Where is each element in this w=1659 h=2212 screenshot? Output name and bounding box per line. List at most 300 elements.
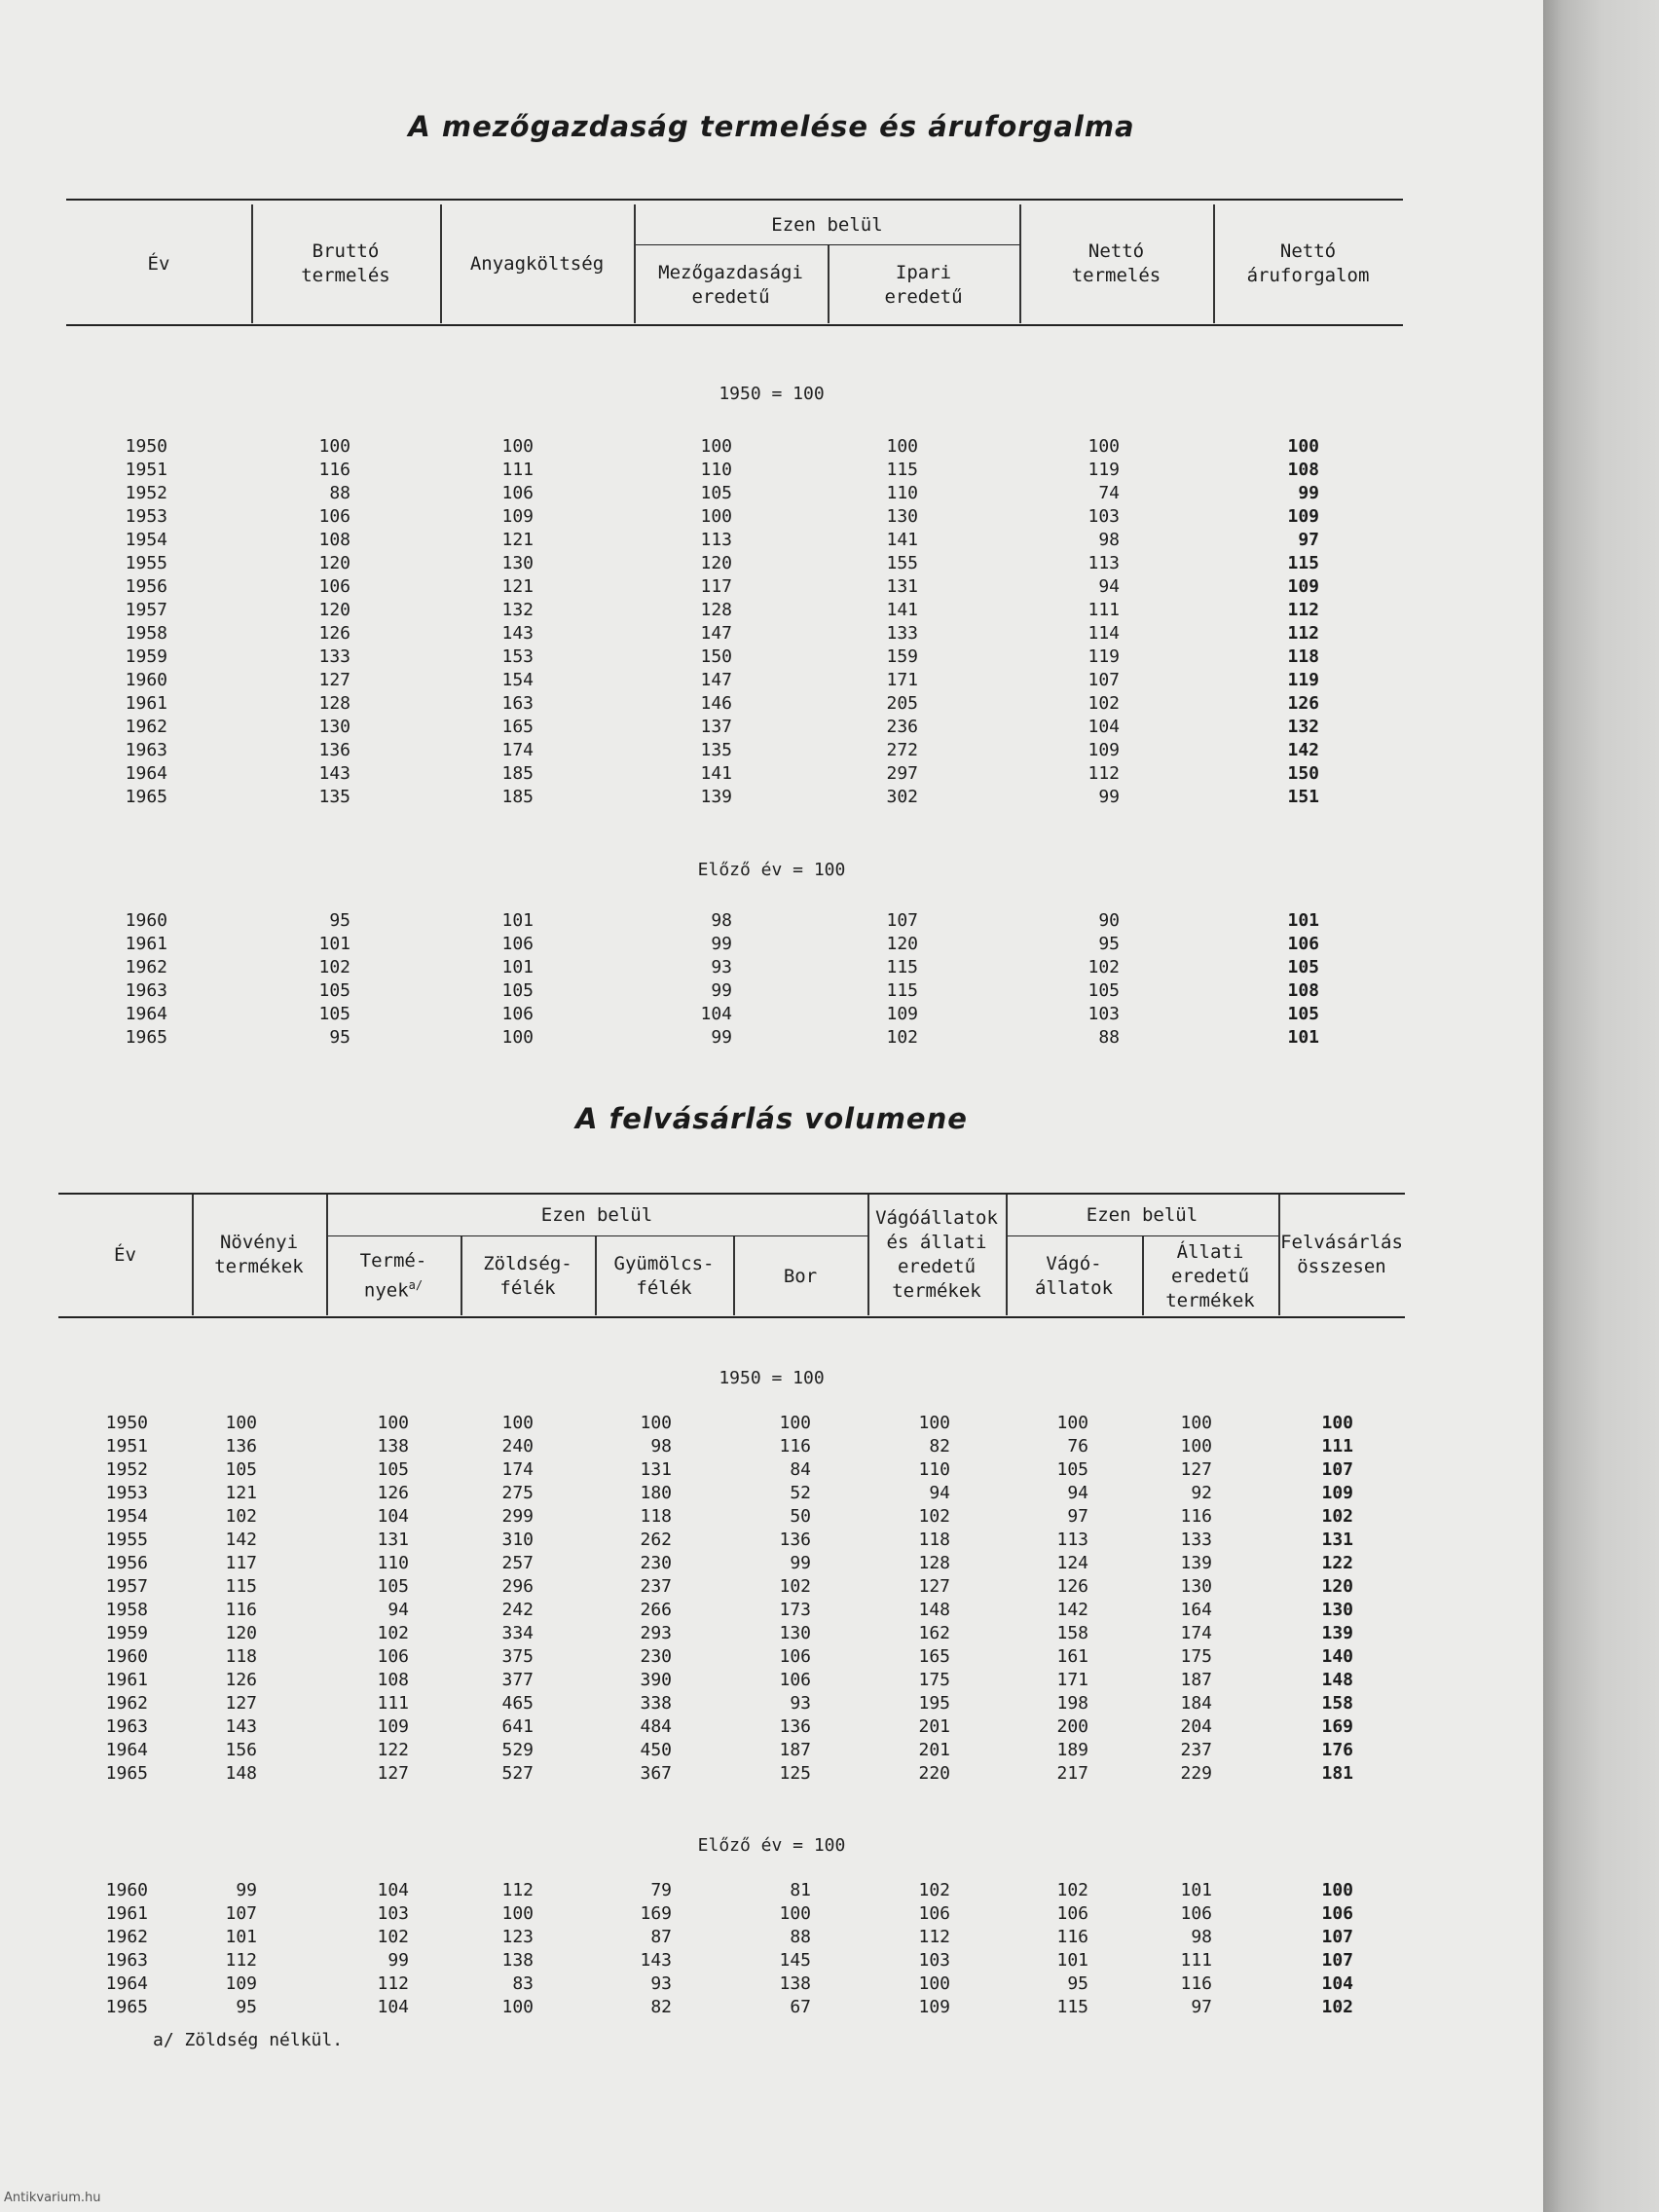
table-cell: 147 [700,670,732,690]
table-cell: 165 [918,1646,950,1667]
table-cell: 103 [1088,1004,1120,1024]
table-cell: 159 [886,646,918,667]
table2-header-termenyek: Termé- nyek$^{a/}$ [359,1250,427,1302]
table1-header-anyag: Anyagköltség [469,252,605,275]
table-cell: 242 [501,1600,534,1620]
table-cell: 204 [1180,1716,1212,1737]
table-cell: 103 [377,1903,409,1924]
year-cell: 1957 [125,600,167,620]
table-cell: 124 [1056,1553,1088,1573]
year-cell: 1962 [125,717,167,737]
table-cell: 310 [501,1530,534,1550]
table1-header-mezo: Mezőgazdasági eredetű [658,261,803,308]
table-cell: 118 [640,1506,672,1527]
table-cell: 107 [886,910,918,931]
table-cell: 87 [650,1927,672,1947]
page-edge-shadow [1543,0,1659,2212]
table-cell: 109 [225,1973,257,1994]
table-cell: 109 [377,1716,409,1737]
year-cell: 1955 [125,553,167,573]
table-cell: 100 [1180,1436,1212,1456]
table-cell: 297 [886,763,918,784]
table-cell: 174 [501,740,534,760]
table-cell: 104 [377,1506,409,1527]
table-cell: 100 [377,1413,409,1433]
table-cell: 112 [918,1927,950,1947]
watermark: Antikvarium.hu [4,2191,101,2205]
table-cell: 109 [1321,1483,1353,1503]
year-cell: 1956 [105,1553,148,1573]
table-cell: 141 [700,763,732,784]
table-cell: 135 [700,740,732,760]
table-cell: 104 [1088,717,1120,737]
year-cell: 1965 [125,787,167,807]
table-cell: 109 [501,506,534,527]
table2-section-label-1950: 1950 = 100 [719,1368,825,1388]
table-cell: 104 [377,1997,409,2017]
year-cell: 1955 [105,1530,148,1550]
table-cell: 236 [886,717,918,737]
table-cell: 93 [790,1693,811,1714]
table-cell: 105 [377,1459,409,1480]
table-cell: 100 [501,1903,534,1924]
table-cell: 121 [225,1483,257,1503]
table-cell: 95 [236,1997,257,2017]
table1-bottom-rule [66,324,1403,326]
table-cell: 101 [225,1927,257,1947]
table-cell: 484 [640,1716,672,1737]
table-cell: 100 [1321,1880,1353,1900]
table-cell: 102 [1088,693,1120,714]
table-cell: 142 [1287,740,1319,760]
table-cell: 131 [886,576,918,597]
table-cell: 130 [886,506,918,527]
table-cell: 115 [1287,553,1319,573]
table-cell: 103 [918,1950,950,1971]
table-cell: 115 [886,957,918,977]
table-cell: 142 [225,1530,257,1550]
table-cell: 136 [779,1716,811,1737]
table-cell: 122 [377,1740,409,1760]
table-cell: 184 [1180,1693,1212,1714]
year-cell: 1952 [105,1459,148,1480]
table-cell: 120 [886,934,918,954]
table-cell: 257 [501,1553,534,1573]
table1-title: A mezőgazdaság termelése és áruforgalma [408,110,1135,143]
table-cell: 169 [1321,1716,1353,1737]
table-cell: 100 [1056,1413,1088,1433]
table-cell: 128 [918,1553,950,1573]
table-cell: 181 [1321,1763,1353,1784]
table-cell: 90 [1098,910,1120,931]
table-cell: 334 [501,1623,534,1643]
table-cell: 106 [779,1670,811,1690]
year-cell: 1953 [105,1483,148,1503]
year-cell: 1960 [105,1646,148,1667]
table-cell: 105 [377,1576,409,1597]
table-cell: 100 [225,1413,257,1433]
table-cell: 106 [377,1646,409,1667]
year-cell: 1957 [105,1576,148,1597]
table-cell: 74 [1098,483,1120,503]
table-cell: 338 [640,1693,672,1714]
table-cell: 102 [1321,1997,1353,2017]
table-cell: 130 [501,553,534,573]
table-cell: 171 [886,670,918,690]
table-cell: 139 [1180,1553,1212,1573]
table-cell: 84 [790,1459,811,1480]
table-cell: 99 [711,980,732,1001]
table-cell: 92 [1191,1483,1212,1503]
table-cell: 95 [1098,934,1120,954]
table-cell: 132 [1287,717,1319,737]
table-cell: 107 [1321,1950,1353,1971]
year-cell: 1960 [125,910,167,931]
year-cell: 1956 [125,576,167,597]
table-cell: 139 [700,787,732,807]
table-cell: 101 [1180,1880,1212,1900]
table-cell: 153 [501,646,534,667]
table-cell: 98 [1098,530,1120,550]
table-cell: 110 [700,460,732,480]
table-cell: 187 [779,1740,811,1760]
table-cell: 93 [711,957,732,977]
year-cell: 1951 [125,460,167,480]
table-cell: 106 [1287,934,1319,954]
table-cell: 100 [779,1413,811,1433]
table-cell: 99 [711,1027,732,1048]
year-cell: 1954 [125,530,167,550]
table-cell: 52 [790,1483,811,1503]
table-cell: 158 [1321,1693,1353,1714]
table-cell: 107 [1088,670,1120,690]
table-cell: 143 [318,763,350,784]
table-cell: 123 [501,1927,534,1947]
table-cell: 125 [779,1763,811,1784]
table-cell: 83 [512,1973,534,1994]
table2-footnote: a/ Zöldség nélkül. [153,2030,344,2050]
table-cell: 101 [1287,910,1319,931]
table1-header-netto-termeles: Nettó termelés [1071,240,1161,286]
table-cell: 100 [501,436,534,457]
table-cell: 114 [1088,623,1120,644]
table-cell: 121 [501,530,534,550]
table2-header-felvasarlas: Felvásárlás összesen [1280,1232,1403,1277]
table-cell: 122 [1321,1553,1353,1573]
table-cell: 95 [329,1027,350,1048]
table-cell: 100 [318,436,350,457]
table-cell: 120 [318,600,350,620]
table-cell: 105 [1056,1459,1088,1480]
table-cell: 109 [918,1997,950,2017]
table-cell: 100 [1287,436,1319,457]
year-cell: 1965 [125,1027,167,1048]
table1-section-label-elozo: Előző év = 100 [697,860,846,880]
table-cell: 101 [501,957,534,977]
table2-header-vagoallatok-all: Vágóállatok és állati eredetű termékek [875,1207,998,1302]
table-cell: 105 [1088,980,1120,1001]
table1-header-ezen-belul: Ezen belül [771,213,883,236]
table2-header-ev: Év [114,1243,136,1266]
table-cell: 230 [640,1553,672,1573]
table-cell: 111 [501,460,534,480]
table-cell: 94 [1098,576,1120,597]
table-cell: 106 [1180,1903,1212,1924]
table-cell: 229 [1180,1763,1212,1784]
table-cell: 82 [929,1436,950,1456]
year-cell: 1962 [105,1693,148,1714]
table-cell: 185 [501,787,534,807]
table-cell: 141 [886,600,918,620]
table-cell: 102 [1088,957,1120,977]
year-cell: 1961 [125,693,167,714]
table-cell: 150 [700,646,732,667]
table-cell: 133 [886,623,918,644]
table-cell: 120 [225,1623,257,1643]
table-cell: 100 [918,1413,950,1433]
year-cell: 1954 [105,1506,148,1527]
table1-header-netto-aruforgalom: Nettó áruforgalom [1246,240,1370,286]
table2-mid-rule-a [326,1235,867,1236]
table-cell: 132 [501,600,534,620]
table-cell: 81 [790,1880,811,1900]
table-cell: 641 [501,1716,534,1737]
table-cell: 293 [640,1623,672,1643]
table-cell: 130 [1180,1576,1212,1597]
table-cell: 99 [387,1950,409,1971]
table-cell: 113 [700,530,732,550]
table-cell: 189 [1056,1740,1088,1760]
table-cell: 104 [1321,1973,1353,1994]
table-cell: 175 [918,1670,950,1690]
table-cell: 100 [918,1973,950,1994]
table-cell: 102 [225,1506,257,1527]
year-cell: 1960 [125,670,167,690]
table-cell: 169 [640,1903,672,1924]
table-cell: 98 [1191,1927,1212,1947]
table-cell: 108 [1287,460,1319,480]
table-cell: 266 [640,1600,672,1620]
year-cell: 1964 [105,1973,148,1994]
table-cell: 100 [501,1413,534,1433]
table-cell: 111 [377,1693,409,1714]
table-cell: 105 [1287,1004,1319,1024]
table-cell: 99 [711,934,732,954]
table-cell: 111 [1088,600,1120,620]
table-cell: 100 [779,1903,811,1924]
table-cell: 275 [501,1483,534,1503]
table-cell: 115 [886,980,918,1001]
table-cell: 143 [501,623,534,644]
table2-title: A felvásárlás volumene [575,1102,968,1135]
table2-header-zoldseg: Zöldség- félék [483,1253,572,1299]
table-cell: 113 [1056,1530,1088,1550]
year-cell: 1964 [125,1004,167,1024]
table-cell: 88 [790,1927,811,1947]
table-cell: 136 [779,1530,811,1550]
table-cell: 127 [918,1576,950,1597]
table-cell: 79 [650,1880,672,1900]
table-cell: 88 [1098,1027,1120,1048]
year-cell: 1958 [125,623,167,644]
table-cell: 110 [886,483,918,503]
year-cell: 1963 [125,980,167,1001]
table-cell: 102 [918,1880,950,1900]
table-cell: 156 [225,1740,257,1760]
table-cell: 99 [236,1880,257,1900]
year-cell: 1959 [125,646,167,667]
table-cell: 529 [501,1740,534,1760]
table-cell: 104 [377,1880,409,1900]
year-cell: 1962 [125,957,167,977]
table-cell: 450 [640,1740,672,1760]
table-cell: 102 [377,1623,409,1643]
table-cell: 120 [1321,1576,1353,1597]
table-cell: 142 [1056,1600,1088,1620]
table-cell: 117 [225,1553,257,1573]
table1-header-ev: Év [147,252,170,275]
table-cell: 230 [640,1646,672,1667]
table-cell: 95 [329,910,350,931]
table-cell: 116 [225,1600,257,1620]
table-cell: 113 [1088,553,1120,573]
table-cell: 148 [1321,1670,1353,1690]
table-cell: 130 [318,717,350,737]
table-cell: 201 [918,1716,950,1737]
table2-header-gyumolcs: Gyümölcs- félék [613,1253,715,1299]
table-cell: 146 [700,693,732,714]
table-cell: 205 [886,693,918,714]
year-cell: 1959 [105,1623,148,1643]
table-cell: 116 [1180,1506,1212,1527]
table-cell: 143 [640,1950,672,1971]
table-cell: 127 [1180,1459,1212,1480]
table-cell: 106 [501,934,534,954]
table-cell: 106 [918,1903,950,1924]
table-cell: 136 [225,1436,257,1456]
table-cell: 141 [886,530,918,550]
table-cell: 198 [1056,1693,1088,1714]
table1-top-rule [66,199,1403,201]
table-cell: 185 [501,763,534,784]
table-cell: 127 [377,1763,409,1784]
table-cell: 116 [1180,1973,1212,1994]
year-cell: 1950 [105,1413,148,1433]
table-cell: 102 [918,1506,950,1527]
table-cell: 120 [318,553,350,573]
table2-header-novenyi: Növényi termékek [214,1232,304,1277]
table-cell: 106 [501,483,534,503]
table-cell: 138 [779,1973,811,1994]
table-cell: 111 [1180,1950,1212,1971]
table-cell: 151 [1287,787,1319,807]
table-cell: 102 [318,957,350,977]
table-cell: 103 [1088,506,1120,527]
table-cell: 176 [1321,1740,1353,1760]
table-cell: 201 [918,1740,950,1760]
table-cell: 102 [1056,1880,1088,1900]
table-cell: 158 [1056,1623,1088,1643]
table-cell: 262 [640,1530,672,1550]
table-cell: 102 [1321,1506,1353,1527]
table2-header-vagoallatok: Vágó- állatok [1034,1253,1114,1299]
table-cell: 375 [501,1646,534,1667]
table-cell: 98 [650,1436,672,1456]
table-cell: 131 [1321,1530,1353,1550]
table-cell: 109 [1287,576,1319,597]
table-cell: 106 [501,1004,534,1024]
table-cell: 140 [1321,1646,1353,1667]
table-cell: 118 [225,1646,257,1667]
year-cell: 1965 [105,1763,148,1784]
table-cell: 76 [1067,1436,1088,1456]
table-cell: 390 [640,1670,672,1690]
table-cell: 465 [501,1693,534,1714]
table-cell: 99 [790,1553,811,1573]
table-cell: 163 [501,693,534,714]
table-cell: 106 [779,1646,811,1667]
year-cell: 1953 [125,506,167,527]
table2-header-ezen-belul-2: Ezen belül [1086,1203,1198,1226]
table-cell: 110 [918,1459,950,1480]
year-cell: 1965 [105,1997,148,2017]
table-cell: 97 [1298,530,1319,550]
table-cell: 174 [1180,1623,1212,1643]
table-cell: 107 [1321,1927,1353,1947]
table-cell: 145 [779,1950,811,1971]
table-cell: 217 [1056,1763,1088,1784]
table-cell: 220 [918,1763,950,1784]
table-cell: 106 [1056,1903,1088,1924]
table-cell: 112 [1287,623,1319,644]
table-cell: 131 [377,1530,409,1550]
table-cell: 105 [318,1004,350,1024]
year-cell: 1951 [105,1436,148,1456]
table-cell: 108 [1287,980,1319,1001]
table-cell: 106 [318,506,350,527]
table-cell: 105 [318,980,350,1001]
table-cell: 138 [377,1436,409,1456]
table-cell: 106 [1321,1903,1353,1924]
table-cell: 126 [318,623,350,644]
table-cell: 105 [700,483,732,503]
year-cell: 1964 [125,763,167,784]
table-cell: 88 [329,483,350,503]
table-cell: 162 [918,1623,950,1643]
table2-bottom-rule [58,1316,1405,1318]
table-cell: 98 [711,910,732,931]
table-cell: 128 [318,693,350,714]
table-cell: 148 [918,1600,950,1620]
table-cell: 131 [640,1459,672,1480]
table1-header-brutto: Bruttó termelés [301,240,390,286]
table-cell: 154 [501,670,534,690]
table-cell: 117 [700,576,732,597]
table-cell: 133 [1180,1530,1212,1550]
table-cell: 105 [225,1459,257,1480]
table-cell: 148 [225,1763,257,1784]
table-cell: 109 [1287,506,1319,527]
year-cell: 1958 [105,1600,148,1620]
table-cell: 119 [1088,460,1120,480]
table-cell: 100 [1088,436,1120,457]
table-cell: 126 [1287,693,1319,714]
table-cell: 200 [1056,1716,1088,1737]
table-cell: 115 [225,1576,257,1597]
table-cell: 237 [1180,1740,1212,1760]
table-cell: 107 [1321,1459,1353,1480]
table-cell: 187 [1180,1670,1212,1690]
